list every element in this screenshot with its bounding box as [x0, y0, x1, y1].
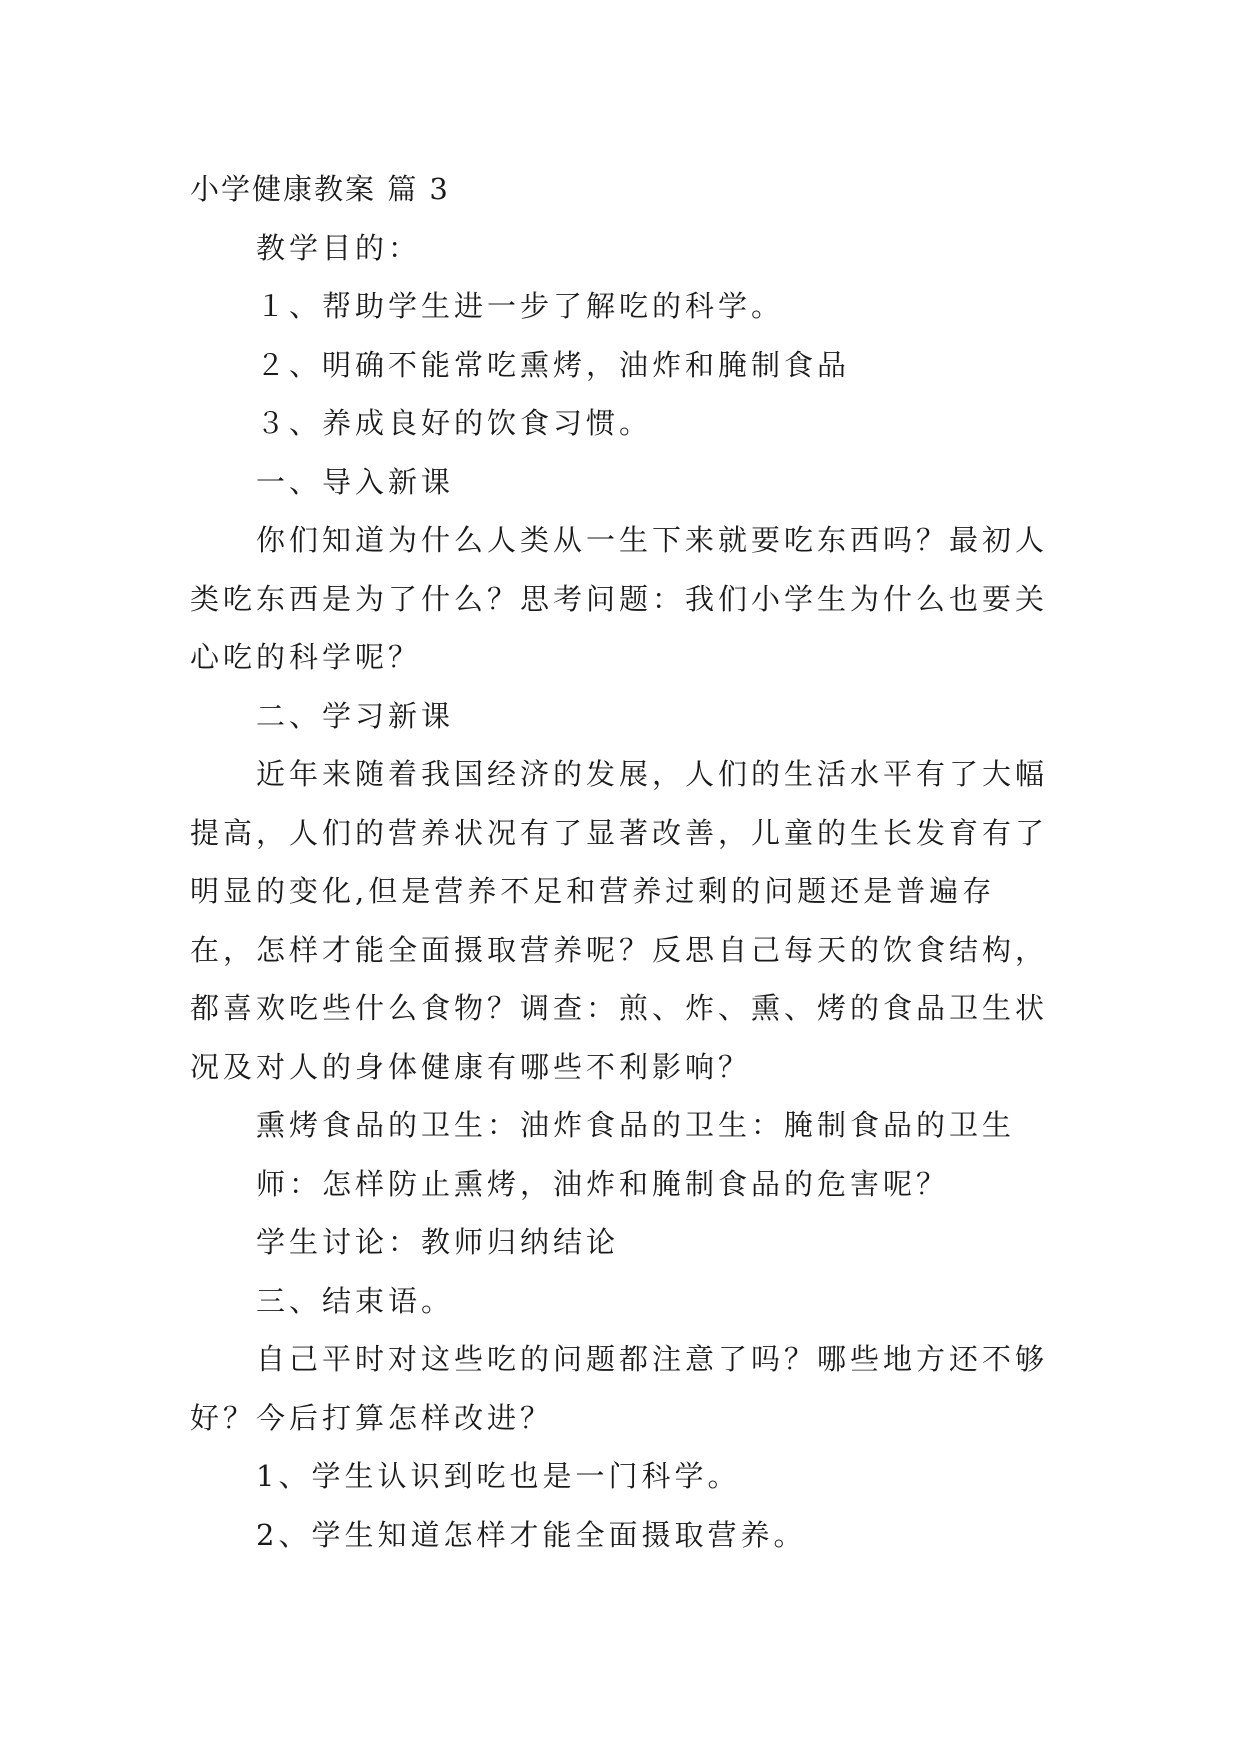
document-body: [190, 160, 1060, 1564]
goal-item-3: ３、养成良好的饮食习惯。: [256, 406, 653, 440]
outcome-item-1: 1、学生认识到吃也是一门科学。: [256, 1459, 741, 1493]
goal-item-1: １、帮助学生进一步了解吃的科学。: [256, 289, 785, 323]
paragraph-nutrition-background: 近年来随着我国经济的发展，人们的生活水平有了大幅提高，人们的营养状况有了显著改善，儿童的生长发育有了明显的变化,但是营养不足和营养过剩的问题还是普遍存在，怎样才能全面摄取营养呢？反思自己每天的饮食结构，都喜欢吃些什么食物？调查：煎、炸、熏、烤的食品卫生状况及对人的身体健康有哪些不利影响？: [190, 757, 1049, 1084]
paragraph-student-discussion: 学生讨论：教师归纳结论: [256, 1225, 620, 1259]
section-label-teaching-goals: 教学目的：: [256, 230, 422, 265]
paragraph-teacher-question: 师：怎样防止熏烤，油炸和腌制食品的危害呢？: [256, 1166, 950, 1201]
outcome-item-2: 2、学生知道怎样才能全面摄取营养。: [256, 1517, 807, 1552]
goal-item-2: ２、明确不能常吃熏烤，油炸和腌制食品: [256, 347, 851, 382]
section-heading-intro: 一、导入新课: [256, 464, 455, 499]
section-heading-conclusion: 三、结束语。: [256, 1283, 455, 1318]
document-title: 小学健康教案 篇 3: [190, 172, 450, 206]
paragraph-food-hygiene: 熏烤食品的卫生：油炸食品的卫生：腌制食品的卫生: [256, 1108, 1016, 1142]
section-heading-new-lesson: 二、学习新课: [256, 698, 455, 733]
paragraph-reflection: 自己平时对这些吃的问题都注意了吗？哪些地方还不够好？今后打算怎样改进？: [190, 1342, 1049, 1435]
paragraph-intro-questions: 你们知道为什么人类从一生下来就要吃东西吗？最初人类吃东西是为了什么？思考问题：我们小学生为什么也要关心吃的科学呢？: [190, 523, 1049, 674]
